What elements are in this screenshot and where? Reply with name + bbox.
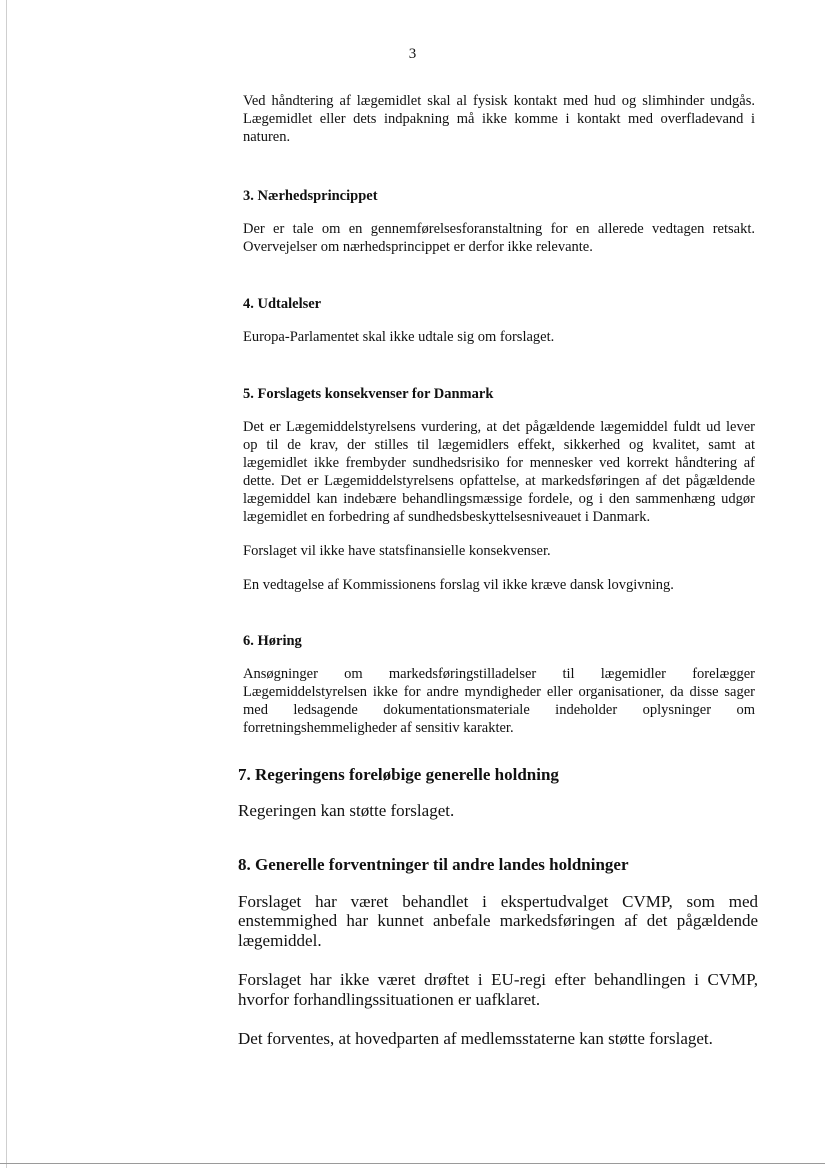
section-8-paragraph-1: Forslaget har været behandlet i ekspertudvalget CVMP, som med enstemmighed har kunnet anbefale markedsføringen af det pågældende lægemiddel. <box>238 891 758 950</box>
section-7-heading: 7. Regeringens foreløbige generelle holdning <box>238 765 559 784</box>
scan-edge-bottom <box>0 1163 825 1164</box>
page-number: 3 <box>408 46 417 62</box>
section-5-paragraph-2: Forslaget vil ikke have statsfinansielle konsekvenser. <box>243 543 551 559</box>
section-8-paragraph-3: Det forventes, at hovedparten af medlemsstaterne kan støtte forslaget. <box>238 1029 713 1048</box>
section-6-paragraph: Ansøgninger om markedsføringstilladelser til lægemidler forelægger Lægemiddelstyrelsen ikke for andre myndigheder eller organisationer, da disse sager med ledsagende dokumentationsmateriale indeholder oplysninger om forretningshemmeligheder af sensitiv karakter. <box>243 666 755 736</box>
document-body-small-type <box>243 92 755 737</box>
section-3-heading: 3. Nærhedsprincippet <box>243 188 378 204</box>
intro-paragraph: Ved håndtering af lægemidlet skal al fysisk kontakt med hud og slimhinder undgås. Lægemidlet eller dets indpakning må ikke komme i kontakt med overfladevand i naturen. <box>243 93 755 145</box>
section-6-heading: 6. Høring <box>243 633 302 649</box>
section-4-paragraph: Europa-Parlamentet skal ikke udtale sig om forslaget. <box>243 329 555 345</box>
document-body-large-type <box>238 765 758 1049</box>
section-5-paragraph-1: Det er Lægemiddelstyrelsens vurdering, at det pågældende lægemiddel fuldt ud lever op til de krav, der stilles til lægemidlers effekt, sikkerhed og kvalitet, samt at lægemidlet ikke frembyder sundhedsrisiko for mennesker ved korrekt håndtering af dette. Det er Lægemiddelstyrelsens opfattelse, at markedsføringen af det pågældende lægemiddel kan indebære behandlingsmæssige fordele, og i den sammenhæng udgør lægemidlet en forbedring af sundhedsbeskyttelsesniveauet i Danmark. <box>243 419 755 525</box>
section-3-paragraph: Der er tale om en gennemførelsesforanstaltning for en allerede vedtagen retsakt. Overvejelser om nærhedsprincippet er derfor ikke relevante. <box>243 221 755 255</box>
section-8-paragraph-2: Forslaget har ikke været drøftet i EU-regi efter behandlingen i CVMP, hvorfor forhandlingssituationen er uafklaret. <box>238 970 758 1009</box>
scan-edge-left <box>6 0 7 1168</box>
section-5-paragraph-3: En vedtagelse af Kommissionens forslag vil ikke kræve dansk lovgivning. <box>243 577 674 593</box>
section-5-heading: 5. Forslagets konsekvenser for Danmark <box>243 386 494 402</box>
section-4-heading: 4. Udtalelser <box>243 296 322 312</box>
section-8-heading: 8. Generelle forventninger til andre landes holdninger <box>238 854 629 874</box>
section-7-paragraph: Regeringen kan støtte forslaget. <box>238 801 455 820</box>
